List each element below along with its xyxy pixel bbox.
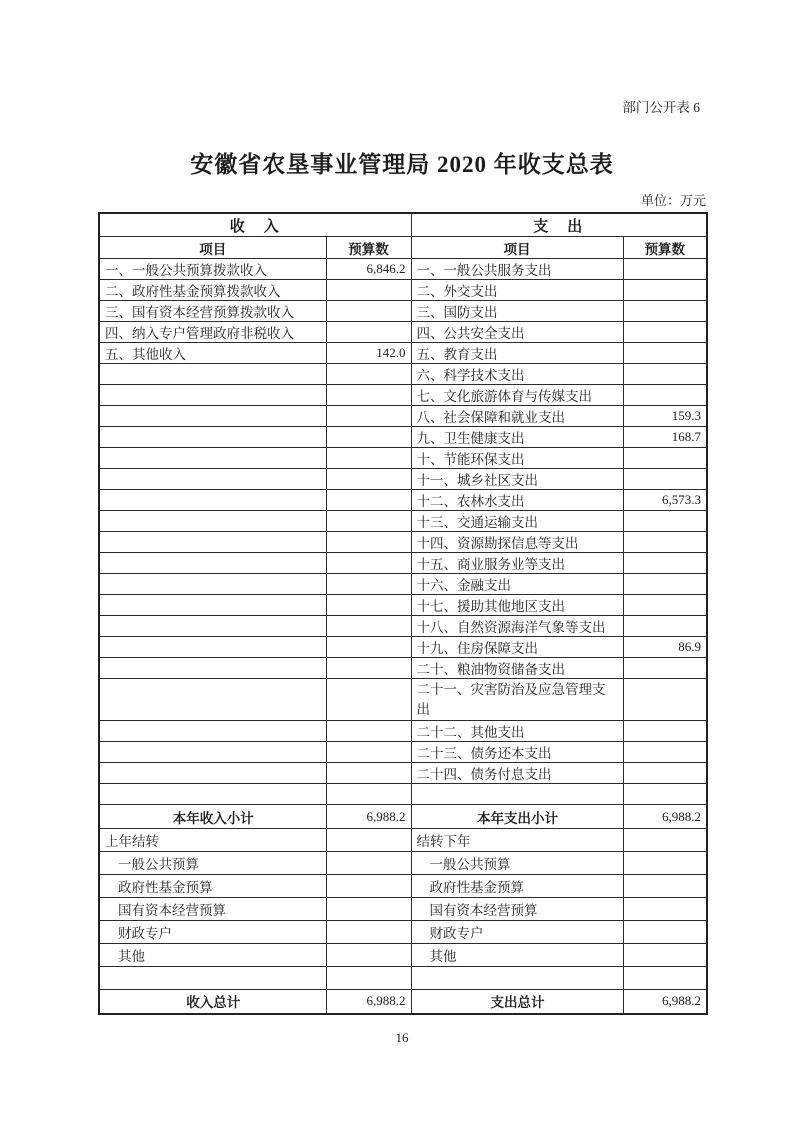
table-body <box>99 259 707 1014</box>
item-cell <box>99 469 326 490</box>
value-cell <box>623 364 707 385</box>
item-cell <box>99 385 326 406</box>
table-row <box>99 742 707 763</box>
value-cell <box>326 406 411 427</box>
value-cell: 6,988.2 <box>623 805 707 829</box>
value-cell <box>623 852 707 875</box>
value-cell <box>623 553 707 574</box>
table-row <box>99 595 707 616</box>
table-row <box>99 829 707 852</box>
item-cell <box>99 658 326 679</box>
value-cell <box>623 721 707 742</box>
expenditure-budget-column-header: 预算数 <box>623 237 707 259</box>
value-cell <box>326 427 411 448</box>
value-cell <box>326 944 411 967</box>
table-row <box>99 511 707 532</box>
item-cell: 一、一般公共预算拨款收入 <box>99 259 326 280</box>
value-cell <box>326 616 411 637</box>
item-cell: 结转下年 <box>411 829 623 852</box>
item-cell: 十四、资源勘探信息等支出 <box>411 532 623 553</box>
item-cell <box>411 967 623 990</box>
value-cell <box>326 829 411 852</box>
value-cell <box>623 944 707 967</box>
value-cell <box>326 574 411 595</box>
value-cell <box>623 875 707 898</box>
value-cell <box>326 322 411 343</box>
value-cell <box>326 763 411 784</box>
table-column-header-row <box>99 237 707 259</box>
item-cell <box>99 721 326 742</box>
value-cell <box>623 898 707 921</box>
item-cell: 政府性基金预算 <box>411 875 623 898</box>
item-cell: 其他 <box>411 944 623 967</box>
value-cell: 159.3 <box>623 406 707 427</box>
value-cell <box>326 553 411 574</box>
table-row <box>99 763 707 784</box>
item-cell: 十、节能环保支出 <box>411 448 623 469</box>
value-cell <box>623 511 707 532</box>
item-cell: 五、其他收入 <box>99 343 326 364</box>
item-cell: 九、卫生健康支出 <box>411 427 623 448</box>
item-cell: 国有资本经营预算 <box>99 898 326 921</box>
item-cell: 五、教育支出 <box>411 343 623 364</box>
value-cell: 6,846.2 <box>326 259 411 280</box>
table-row <box>99 921 707 944</box>
item-cell: 其他 <box>99 944 326 967</box>
table-row <box>99 322 707 343</box>
value-cell: 6,988.2 <box>623 990 707 1014</box>
value-cell <box>326 637 411 658</box>
item-cell: 财政专户 <box>411 921 623 944</box>
item-cell <box>99 679 326 721</box>
value-cell <box>623 763 707 784</box>
item-cell: 本年支出小计 <box>411 805 623 829</box>
value-cell <box>623 280 707 301</box>
item-cell: 十七、援助其他地区支出 <box>411 595 623 616</box>
value-cell <box>623 658 707 679</box>
table-row <box>99 301 707 322</box>
item-cell: 一、一般公共服务支出 <box>411 259 623 280</box>
value-cell <box>623 301 707 322</box>
table-row <box>99 553 707 574</box>
table-row <box>99 616 707 637</box>
item-cell <box>411 784 623 805</box>
item-cell: 十一、城乡社区支出 <box>411 469 623 490</box>
table-row <box>99 427 707 448</box>
table-row <box>99 852 707 875</box>
item-cell: 十二、农林水支出 <box>411 490 623 511</box>
item-cell: 二十二、其他支出 <box>411 721 623 742</box>
unit-note: 单位：万元 <box>640 193 706 208</box>
item-cell <box>99 448 326 469</box>
value-cell <box>326 532 411 553</box>
income-header: 收 入 <box>99 213 411 237</box>
item-cell: 支出总计 <box>411 990 623 1014</box>
value-cell <box>326 385 411 406</box>
item-cell <box>99 427 326 448</box>
value-cell <box>623 742 707 763</box>
item-cell <box>99 967 326 990</box>
value-cell <box>326 511 411 532</box>
value-cell <box>623 967 707 990</box>
value-cell: 168.7 <box>623 427 707 448</box>
value-cell <box>326 595 411 616</box>
item-cell: 十九、住房保障支出 <box>411 637 623 658</box>
item-cell <box>99 763 326 784</box>
item-cell: 一般公共预算 <box>411 852 623 875</box>
value-cell <box>623 448 707 469</box>
value-cell <box>326 448 411 469</box>
table-row <box>99 721 707 742</box>
table-row <box>99 532 707 553</box>
item-cell: 十三、交通运输支出 <box>411 511 623 532</box>
value-cell: 142.0 <box>326 343 411 364</box>
value-cell <box>623 595 707 616</box>
value-cell <box>623 385 707 406</box>
item-cell <box>99 574 326 595</box>
item-cell <box>99 553 326 574</box>
value-cell <box>623 679 707 721</box>
value-cell <box>326 967 411 990</box>
item-cell: 上年结转 <box>99 829 326 852</box>
value-cell <box>326 658 411 679</box>
value-cell: 6,988.2 <box>326 805 411 829</box>
item-cell <box>99 511 326 532</box>
item-cell: 十六、金融支出 <box>411 574 623 595</box>
item-cell: 本年收入小计 <box>99 805 326 829</box>
item-cell: 国有资本经营预算 <box>411 898 623 921</box>
item-cell <box>99 616 326 637</box>
item-cell <box>99 784 326 805</box>
item-cell <box>99 364 326 385</box>
value-cell <box>623 921 707 944</box>
value-cell <box>326 852 411 875</box>
value-cell <box>326 364 411 385</box>
value-cell <box>623 469 707 490</box>
value-cell <box>623 784 707 805</box>
item-cell: 政府性基金预算 <box>99 875 326 898</box>
value-cell <box>326 898 411 921</box>
value-cell <box>326 742 411 763</box>
value-cell <box>326 875 411 898</box>
item-cell: 八、社会保障和就业支出 <box>411 406 623 427</box>
table-row <box>99 406 707 427</box>
table-row <box>99 448 707 469</box>
item-cell: 财政专户 <box>99 921 326 944</box>
item-cell <box>99 742 326 763</box>
item-cell: 二、政府性基金预算拨款收入 <box>99 280 326 301</box>
item-cell: 二十、粮油物资储备支出 <box>411 658 623 679</box>
page-title: 安徽省农垦事业管理局 2020 年收支总表 <box>190 152 614 177</box>
value-cell <box>326 721 411 742</box>
item-cell: 四、纳入专户管理政府非税收入 <box>99 322 326 343</box>
value-cell: 6,573.3 <box>623 490 707 511</box>
table-row <box>99 385 707 406</box>
table-row <box>99 658 707 679</box>
item-cell <box>99 595 326 616</box>
value-cell <box>326 921 411 944</box>
item-cell <box>99 490 326 511</box>
item-cell: 二十四、债务付息支出 <box>411 763 623 784</box>
item-cell: 四、公共安全支出 <box>411 322 623 343</box>
value-cell <box>623 616 707 637</box>
table-row <box>99 944 707 967</box>
table-row <box>99 679 707 721</box>
table-row <box>99 490 707 511</box>
value-cell <box>326 784 411 805</box>
value-cell <box>623 322 707 343</box>
value-cell <box>623 532 707 553</box>
expenditure-item-column-header: 项目 <box>411 237 623 259</box>
item-cell: 六、科学技术支出 <box>411 364 623 385</box>
page-number: 16 <box>395 1030 409 1045</box>
value-cell: 86.9 <box>623 637 707 658</box>
budget-table <box>98 212 708 1015</box>
item-cell <box>99 406 326 427</box>
income-item-column-header: 项目 <box>99 237 326 259</box>
table-row <box>99 469 707 490</box>
value-cell: 6,988.2 <box>326 990 411 1014</box>
expenditure-header: 支 出 <box>411 213 707 237</box>
table-row <box>99 898 707 921</box>
table-row <box>99 990 707 1014</box>
item-cell: 二、外交支出 <box>411 280 623 301</box>
table-row <box>99 280 707 301</box>
value-cell <box>326 490 411 511</box>
item-cell: 十五、商业服务业等支出 <box>411 553 623 574</box>
table-row <box>99 784 707 805</box>
value-cell <box>623 343 707 364</box>
item-cell: 一般公共预算 <box>99 852 326 875</box>
income-budget-column-header: 预算数 <box>326 237 411 259</box>
table-row <box>99 637 707 658</box>
table-row <box>99 259 707 280</box>
item-cell: 三、国防支出 <box>411 301 623 322</box>
table-row <box>99 875 707 898</box>
table-row <box>99 805 707 829</box>
value-cell <box>623 259 707 280</box>
value-cell <box>326 301 411 322</box>
value-cell <box>326 280 411 301</box>
table-row <box>99 343 707 364</box>
item-cell: 七、文化旅游体育与传媒支出 <box>411 385 623 406</box>
value-cell <box>326 679 411 721</box>
item-cell: 十八、自然资源海洋气象等支出 <box>411 616 623 637</box>
item-cell: 收入总计 <box>99 990 326 1014</box>
table-group-header-row <box>99 213 707 237</box>
item-cell <box>99 532 326 553</box>
item-cell: 二十一、灾害防治及应急管理支出 <box>411 679 623 721</box>
item-cell: 三、国有资本经营预算拨款收入 <box>99 301 326 322</box>
corner-label: 部门公开表 6 <box>622 100 700 115</box>
value-cell <box>623 574 707 595</box>
value-cell <box>623 829 707 852</box>
value-cell <box>326 469 411 490</box>
table-row <box>99 574 707 595</box>
item-cell: 二十三、债务还本支出 <box>411 742 623 763</box>
table-row <box>99 364 707 385</box>
table-row <box>99 967 707 990</box>
item-cell <box>99 637 326 658</box>
